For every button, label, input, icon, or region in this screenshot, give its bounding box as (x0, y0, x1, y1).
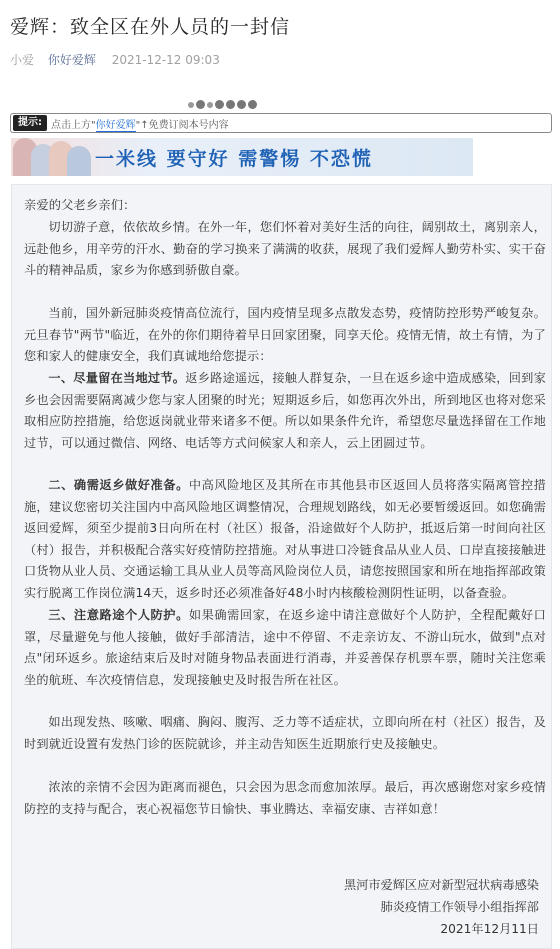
slogan-banner (11, 138, 473, 176)
letter-body (11, 184, 552, 949)
letter-paragraph-4 (24, 475, 546, 604)
section-text-3: 如果确需回家，在返乡途中请注意做好个人防护，全程配戴好口罩，尽量避免与他人接触，做好手部清洁，途中不停留、不走亲访友、不游山玩水，做到"点对点"闭环返乡。旅途结束后及时对随身物品表面进行消毒，并妥善保存机票车票，随时关注您乘坐的航班、车次疫情信息，发现接触史及时报告所在社区。 (24, 608, 547, 687)
tip-text (51, 116, 229, 131)
signature-line-1: 黑河市爱辉区应对新型冠状病毒感染 (344, 878, 539, 892)
banner-slogan: 一米线 要守好 需警惕 不恐慌 (95, 148, 373, 170)
tip-suffix: "↑免费订阅本号内容 (135, 119, 229, 131)
section-text-2: 中高风险地区及其所在市其他县市区返回人员将落实隔离管控措施，建议您密切关注国内中高风险地区调整情况，合理规划路线，如无必要暂缓返回。如您确需返回爱辉，须至少提前3日向所在村（社区）报备，沿途做好个人防护，抵返后第一时间向社区（村）报告，并积极配合落实好疫情防控措施。对从事进口冷链食品从业人员、口岸直接接触进口货物从业人员、交通运输工具从业人员等高风险岗位人员，请您按照国家和所在地指挥部政策实行脱离工作岗位满14天，返乡时还必须准备好48小时内核酸检测阴性证明，以备查验。 (24, 478, 547, 600)
subscribe-tip-bar[interactable] (10, 113, 552, 133)
section-heading-2: 二、确需返乡做好准备。 (48, 478, 189, 492)
publish-date: 2021-12-12 09:03 (111, 53, 220, 67)
letter-paragraph-5 (24, 605, 546, 691)
tip-prefix: 点击上方" (51, 119, 96, 131)
tip-label: 提示: (13, 115, 47, 131)
account-name-link[interactable]: 你好爱辉 (47, 53, 96, 67)
article-author: 小爱 (10, 53, 35, 67)
letter-paragraph-7: 浓浓的亲情不会因为距离而褪色，只会因为思念而愈加浓厚。最后，再次感谢您对家乡疫情防控的支持与配合，衷心祝福您节日愉快、事业腾达、幸福安康、吉祥如意！ (24, 780, 546, 816)
letter-paragraph-3 (24, 368, 546, 454)
letter-greeting: 亲爱的父老乡亲们： (24, 198, 136, 212)
article-title: 爱辉：致全区在外人员的一封信 (10, 16, 291, 38)
section-heading-1: 一、尽量留在当地过节。 (48, 371, 186, 385)
signature-line-2: 肺炎疫情工作领导小组指挥部 (380, 900, 539, 914)
person-illustration-icon (67, 146, 91, 176)
letter-paragraph-6: 如出现发热、咳嗽、咽痛、胸闷、腹泻、乏力等不适症状，立即向所在村（社区）报告，及时到就近设置有发热门诊的医院就诊，并主动告知医生近期旅行史及接触史。 (24, 715, 546, 751)
decorative-dots (188, 100, 257, 109)
article-meta (10, 51, 220, 68)
signature-date: 2021年12月11日 (440, 922, 539, 936)
letter-paragraph-1: 切切游子意，依依故乡情。在外一年，您们怀着对美好生活的向往，阔别故土，离别亲人，远赴他乡，用辛劳的汗水、勤奋的学习换来了满满的收获，展现了我们爱辉人勤劳朴实、实干奋斗的精神品质，家乡为你感到骄傲自豪。 (24, 220, 546, 277)
tip-account-link[interactable]: 你好爱辉 (95, 119, 136, 131)
section-heading-3: 三、注意路途个人防护。 (48, 608, 189, 622)
letter-paragraph-2: 当前，国外新冠肺炎疫情高位流行，国内疫情呈现多点散发态势，疫情防控形势严峻复杂。元旦春节"两节"临近，在外的你们期待着早日回家团聚，同享天伦。疫情无情，故土有情，为了您和家人的健康安全，我们真诚地给您提示： (24, 306, 546, 363)
section-text-1: 返乡路途遥远，接触人群复杂，一旦在返乡途中造成感染，回到家乡也会因需要隔离减少您与家人团聚的时光；短期返乡后，如您再次外出，所到地区也将对您采取相应防控措施，给您返岗就业带来诸多不便。所以如果条件允许，希望您尽量选择留在工作地过节，可以通过微信、网络、电话等方式问候家人和亲人，云上团圆过节。 (24, 371, 546, 450)
